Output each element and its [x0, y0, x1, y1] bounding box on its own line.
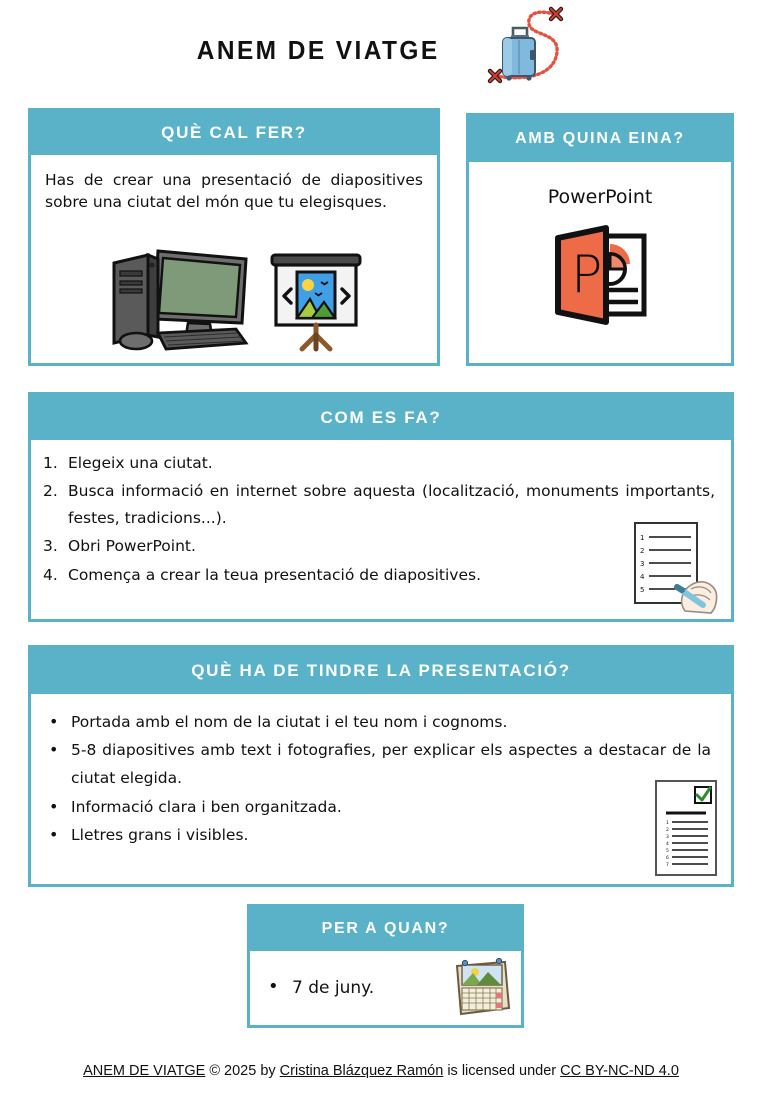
requirements-list — [47, 708, 711, 849]
powerpoint-logo-icon — [548, 222, 652, 332]
section-heading-que-cal-fer: QUÈ CAL FER? — [31, 111, 437, 155]
list-item: • Portada amb el nom de la ciutat i el teu nom i cognoms. — [47, 708, 711, 736]
svg-text:1: 1 — [640, 534, 645, 542]
page-header — [0, 0, 762, 100]
svg-text:1: 1 — [666, 821, 669, 826]
due-date-text: • 7 de juny. — [268, 978, 374, 998]
footer-copyright: © 2025 by — [209, 1063, 276, 1079]
footer-license-prefix: is licensed under — [447, 1063, 557, 1079]
list-item: Elegeix una ciutat. — [68, 454, 213, 472]
tool-name-label: PowerPoint — [547, 186, 653, 208]
list-item: • 5-8 diapositives amb text i fotografies, per explicar els aspectes a destacar de la ciutat elegida. — [47, 736, 711, 792]
list-item: Busca informació en internet sobre aquesta (localització, monuments importants, festes, tradicions...). — [68, 482, 715, 528]
svg-text:4: 4 — [640, 573, 645, 581]
page-title: ANEM DE VIATGE — [196, 34, 440, 65]
list-item: Comença a crear la teua presentació de diapositives. — [68, 565, 482, 584]
svg-text:3: 3 — [666, 835, 669, 840]
section-heading-que-ha-de-tindre: QUÈ HA DE TINDRE LA PRESENTACIÓ? — [31, 648, 731, 694]
svg-text:5: 5 — [666, 849, 669, 854]
section-heading-amb-quina-eina: AMB QUINA EINA? — [469, 116, 731, 162]
suitcase-travel-route-icon — [473, 2, 573, 94]
que-cal-fer-illustrations — [31, 237, 437, 359]
que-cal-fer-paragraph: Has de crear una presentació de diapositives sobre una ciutat del món que tu elegisques. — [45, 171, 423, 212]
svg-text:7: 7 — [666, 863, 669, 868]
section-que-cal-fer — [28, 108, 440, 366]
footer-author: Cristina Blázquez Ramón — [279, 1063, 444, 1079]
presentation-screen-icon — [264, 245, 368, 359]
desktop-computer-icon — [100, 237, 250, 359]
section-com-es-fa — [28, 392, 734, 622]
steps-list — [41, 450, 715, 589]
section-body-que-ha-de-tindre — [31, 694, 731, 884]
section-body-com-es-fa — [31, 440, 731, 619]
list-item: • Informació clara i ben organitzada. — [47, 793, 711, 821]
list-item: • Lletres grans i visibles. — [47, 821, 711, 849]
svg-text:4: 4 — [666, 842, 669, 847]
section-body-que-cal-fer — [31, 155, 437, 363]
checklist-document-icon — [653, 778, 719, 878]
section-heading-com-es-fa: COM ES FA? — [31, 395, 731, 440]
desk-calendar-icon — [451, 956, 513, 1020]
license-footer — [0, 1063, 762, 1079]
notepad-writing-hand-icon — [629, 519, 721, 615]
list-item: Obri PowerPoint. — [68, 537, 196, 556]
section-body-per-a-quan — [250, 951, 521, 1025]
svg-text:2: 2 — [666, 828, 669, 833]
svg-text:5: 5 — [640, 586, 645, 594]
section-heading-per-a-quan: PER A QUAN? — [250, 907, 521, 951]
section-amb-quina-eina — [466, 113, 734, 366]
section-que-ha-de-tindre — [28, 645, 734, 887]
svg-text:P: P — [571, 245, 603, 305]
section-body-amb-quina-eina — [469, 162, 731, 363]
section-per-a-quan — [247, 904, 524, 1028]
footer-work-title: ANEM DE VIATGE — [83, 1063, 206, 1079]
svg-text:2: 2 — [640, 547, 645, 555]
footer-license-link[interactable]: CC BY-NC-ND 4.0 — [560, 1063, 679, 1079]
svg-text:6: 6 — [666, 856, 669, 861]
svg-text:3: 3 — [640, 560, 645, 568]
